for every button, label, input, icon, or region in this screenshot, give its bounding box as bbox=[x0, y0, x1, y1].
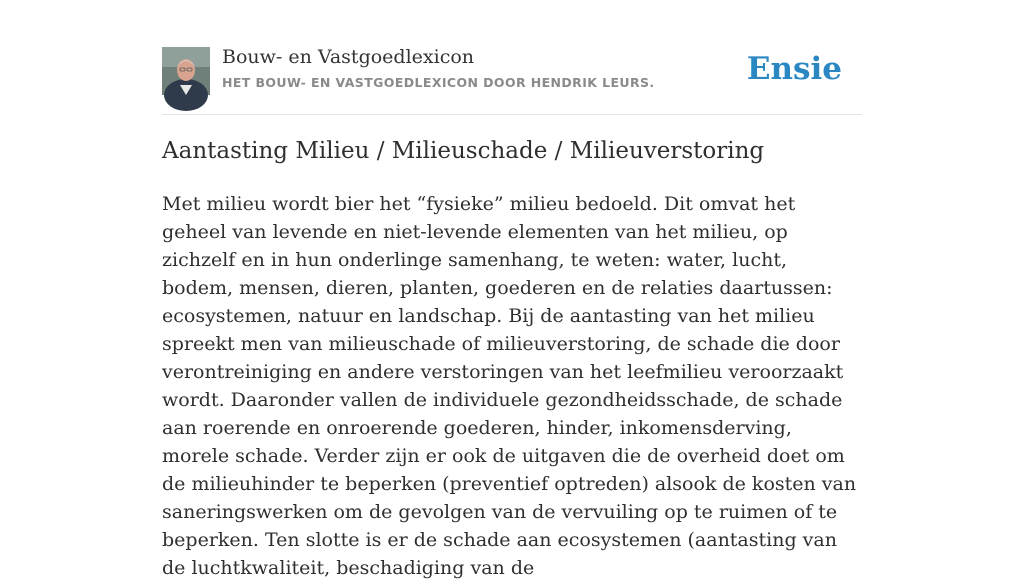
site-header bbox=[162, 44, 862, 115]
ensie-logo[interactable]: Ensie bbox=[746, 51, 842, 87]
site-title[interactable]: Bouw- en Vastgoedlexicon bbox=[222, 46, 475, 68]
article-title: Aantasting Milieu / Milieuschade / Milieuverstoring bbox=[162, 138, 765, 164]
author-avatar bbox=[162, 47, 210, 95]
site-subtitle: HET BOUW- EN VASTGOEDLEXICON DOOR HENDRIK LEURS. bbox=[222, 75, 655, 90]
avatar-icon bbox=[162, 47, 210, 95]
article-body: Met milieu wordt bier het “fysieke” milieu bedoeld. Dit omvat het geheel van levende en niet-levende elementen van het milieu, op zichzelf en in hun onderlinge samenhang, te weten: water, lucht, bodem, mensen, dieren, planten, goederen en de relaties daartussen: ecosystemen, natuur en landschap. Bij de aantasting van het milieu spreekt men van milieuschade of milieuverstoring, de schade die door verontreiniging en andere verstoringen van het leefmilieu veroorzaakt wordt. Daaronder vallen de individuele gezondheidsschade, de schade aan roerende en onroerende goederen, hinder, inkomensderving, morele schade. Verder zijn er ook de uitgaven die de overheid doet om de milieuhinder te beperken (preventief optreden) alsook de kosten van saneringswerken om de gevolgen van de vervuiling op te ruimen of te beperken. Ten slotte is er de schade aan ecosystemen (aantasting van de luchtkwaliteit, beschadiging van de bbox=[162, 193, 857, 579]
